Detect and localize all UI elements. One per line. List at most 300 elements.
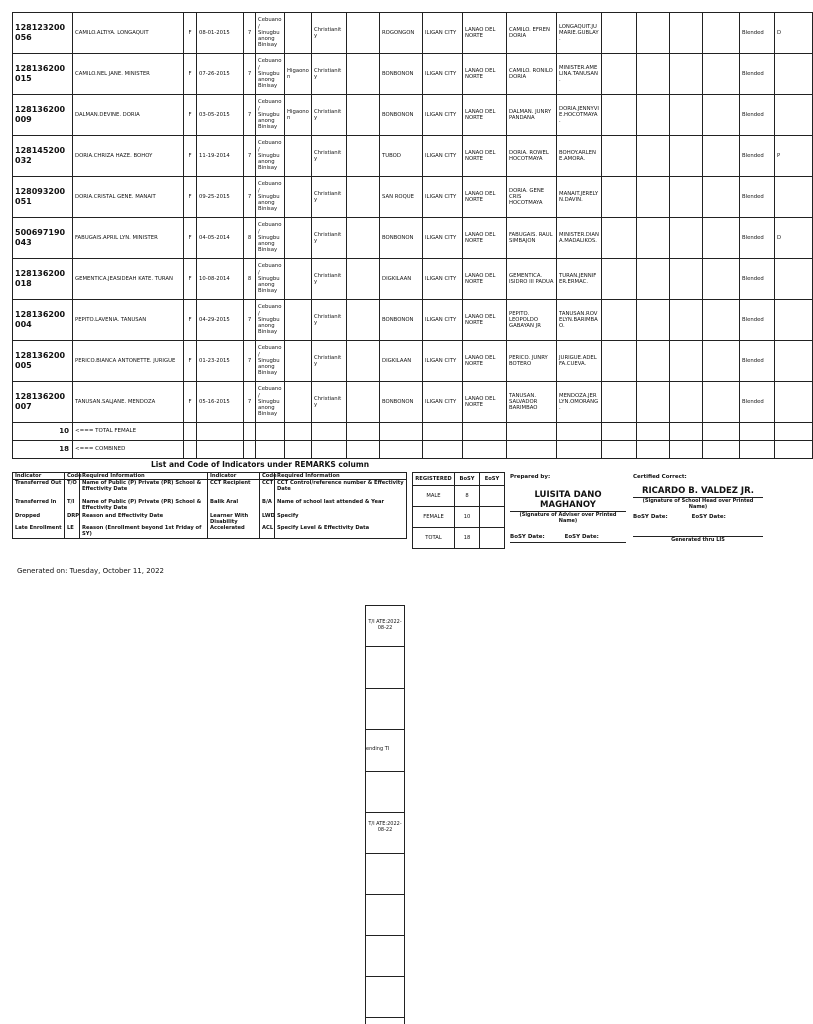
- learning-modality: Blended: [740, 300, 775, 341]
- summary-count: 10: [13, 423, 73, 441]
- remarks-fragment-column: [365, 605, 405, 1024]
- lrn: 128136200018: [13, 259, 73, 300]
- relationship: [637, 341, 670, 382]
- mother-tongue: Cebuano / Sinugbuanong Binisay: [256, 136, 285, 177]
- contact-number: [670, 300, 703, 341]
- province: LANAO DEL NORTE: [463, 95, 507, 136]
- blank-cell: [347, 441, 380, 459]
- barangay: BONBONON: [380, 300, 423, 341]
- prepared-by-block: [510, 472, 626, 550]
- province: LANAO DEL NORTE: [463, 136, 507, 177]
- age-cell: 7: [244, 382, 256, 423]
- province: LANAO DEL NORTE: [463, 259, 507, 300]
- learner-name: DALMAN.DEVINE. DORIA: [73, 95, 184, 136]
- mother-tongue: Cebuano / Sinugbuanong Binisay: [256, 54, 285, 95]
- guardian-name: [602, 218, 637, 259]
- learner-row: [13, 300, 813, 341]
- totals-table: [412, 472, 505, 549]
- sex-cell: F: [184, 13, 197, 54]
- learner-name: PERICO.BIANCA ANTONETTE. JURIGUE: [73, 341, 184, 382]
- barangay: TUBOD: [380, 136, 423, 177]
- blank-cell: [637, 441, 670, 459]
- certified-bosy-date: BoSY Date:: [633, 514, 668, 520]
- mother-tongue: Cebuano / Sinugbuanong Binisay: [256, 300, 285, 341]
- guardian-name: [602, 136, 637, 177]
- mother-name: MENDOZA.JERLYN.OMORANG.: [557, 382, 602, 423]
- learner-name: CAMILO.ALTIYA. LONGAQUIT: [73, 13, 184, 54]
- totals-eosy: [480, 486, 505, 507]
- remarks: [775, 382, 813, 423]
- learner-name: DORIA.CHRIZA HAZE. BOHOY: [73, 136, 184, 177]
- remarks: [775, 300, 813, 341]
- sex-cell: F: [184, 341, 197, 382]
- religion: Christianity: [312, 341, 347, 382]
- barangay: BONBONON: [380, 54, 423, 95]
- blank-cell: [184, 441, 197, 459]
- totals-bosy: 8: [455, 486, 480, 507]
- indicator-info: Name of Public (P) Private (PR) School & Effectivity Date: [80, 499, 208, 513]
- relationship: [637, 54, 670, 95]
- indicator-info: Reason (Enrollment beyond 1st Friday of SY): [80, 525, 208, 539]
- totals-bosy: 10: [455, 507, 480, 528]
- guardian-name: [602, 95, 637, 136]
- province: LANAO DEL NORTE: [463, 300, 507, 341]
- mother-name: TURAN.JENNIFER.ERMAC.: [557, 259, 602, 300]
- lrn: 128136200015: [13, 54, 73, 95]
- indicator-code: LWD: [260, 513, 275, 525]
- bosy-header: BoSY: [455, 473, 480, 486]
- blank-cell: [703, 441, 740, 459]
- mother-name: JURIGUE.ADELFA.CUEVA.: [557, 341, 602, 382]
- father-name: DORIA. GENE CRIS HOCOTMAYA: [507, 177, 557, 218]
- indicator-info: CCT Control/reference number & Effectivity Date: [277, 480, 404, 492]
- province: LANAO DEL NORTE: [463, 13, 507, 54]
- lrn: 128123200056: [13, 13, 73, 54]
- totals-eosy: [480, 528, 505, 549]
- indicator-name: Dropped: [13, 513, 65, 525]
- remark-fragment-1: T/I ATE:2022-08-22: [368, 619, 402, 631]
- blank-cell: [463, 441, 507, 459]
- mother-name: BOHOY.ARLENE.AMORA.: [557, 136, 602, 177]
- blank-cell: [380, 441, 423, 459]
- blank-cell: [703, 177, 740, 218]
- blank-cell: [312, 423, 347, 441]
- age-cell: 7: [244, 300, 256, 341]
- religion: Christianity: [312, 300, 347, 341]
- totals-eosy: [480, 507, 505, 528]
- house-no: [347, 54, 380, 95]
- code-header: Code: [260, 473, 275, 480]
- blank-cell: [703, 341, 740, 382]
- blank-cell: [423, 423, 463, 441]
- relationship: [637, 259, 670, 300]
- municipality: ILIGAN CITY: [423, 382, 463, 423]
- learning-modality: Blended: [740, 136, 775, 177]
- learner-row: [13, 341, 813, 382]
- house-no: [347, 341, 380, 382]
- learner-row: [13, 177, 813, 218]
- municipality: ILIGAN CITY: [423, 13, 463, 54]
- summary-count: 18: [13, 441, 73, 459]
- totals-label: MALE: [413, 486, 455, 507]
- province: LANAO DEL NORTE: [463, 382, 507, 423]
- indicator-info: Specify: [277, 512, 299, 519]
- birth-date: 10-08-2014: [197, 259, 244, 300]
- contact-number: [670, 218, 703, 259]
- father-name: FABUGAIS. RAUL SIMBAJON: [507, 218, 557, 259]
- blank-cell: [703, 13, 740, 54]
- indicator-info: Name of school last attended & Year: [277, 498, 385, 505]
- remarks: D: [775, 218, 813, 259]
- blank-cell: [775, 441, 813, 459]
- school-head-name: RICARDO B. VALDEZ JR.: [641, 486, 755, 496]
- relationship: [637, 218, 670, 259]
- indicator-info: Specify Level & Effectivity Data: [277, 524, 370, 531]
- totals-bosy: 18: [455, 528, 480, 549]
- ethnic-group: Higaonon: [285, 54, 312, 95]
- indicator-name: Late Enrollment: [13, 525, 65, 539]
- father-name: CAMILO. EFREN DORIA: [507, 13, 557, 54]
- required-header: Required Information: [80, 473, 208, 480]
- blank-cell: [670, 423, 703, 441]
- school-head-caption: (Signature of School Head over Printed Name): [633, 497, 763, 510]
- barangay: BONBONON: [380, 218, 423, 259]
- indicator-info: Reason and Effectivity Date: [80, 513, 208, 525]
- province: LANAO DEL NORTE: [463, 177, 507, 218]
- blank-cell: [703, 218, 740, 259]
- barangay: BONBONON: [380, 95, 423, 136]
- lrn: 128136200007: [13, 382, 73, 423]
- indicator-name: Learner With Disability: [208, 513, 260, 525]
- house-no: [347, 13, 380, 54]
- blank-cell: [703, 136, 740, 177]
- municipality: ILIGAN CITY: [423, 95, 463, 136]
- age-cell: 7: [244, 95, 256, 136]
- house-no: [347, 95, 380, 136]
- mother-tongue: Cebuano / Sinugbuanong Binisay: [256, 13, 285, 54]
- guardian-name: [602, 54, 637, 95]
- blank-cell: [244, 423, 256, 441]
- province: LANAO DEL NORTE: [463, 218, 507, 259]
- age-cell: 7: [244, 136, 256, 177]
- blank-cell: [557, 423, 602, 441]
- blank-cell: [703, 382, 740, 423]
- blank-cell: [775, 423, 813, 441]
- religion: Christianity: [312, 382, 347, 423]
- remark-fragment-3: T/I ATE:2022-08-22: [368, 821, 402, 833]
- mother-tongue: Cebuano / Sinugbuanong Binisay: [256, 259, 285, 300]
- guardian-name: [602, 177, 637, 218]
- learner-table: [12, 12, 813, 459]
- blank-cell: [703, 54, 740, 95]
- learner-name: PEPITO.LAVENIA. TANUSAN: [73, 300, 184, 341]
- learning-modality: Blended: [740, 54, 775, 95]
- required-header: Required Information: [275, 473, 407, 480]
- blank-cell: [285, 441, 312, 459]
- relationship: [637, 382, 670, 423]
- summary-label: <=== TOTAL FEMALE: [73, 423, 184, 441]
- learning-modality: Blended: [740, 341, 775, 382]
- ethnic-group: Higaonon: [285, 95, 312, 136]
- guardian-name: [602, 341, 637, 382]
- blank-cell: [507, 441, 557, 459]
- ethnic-group: [285, 177, 312, 218]
- birth-date: 07-26-2015: [197, 54, 244, 95]
- learner-row: [13, 13, 813, 54]
- blank-cell: [602, 441, 637, 459]
- birth-date: 08-01-2015: [197, 13, 244, 54]
- barangay: ROGONGON: [380, 13, 423, 54]
- relationship: [637, 13, 670, 54]
- indicator-name: Accelerated: [208, 525, 260, 539]
- religion: Christianity: [312, 136, 347, 177]
- remark-fragment-2: ending TI: [366, 746, 390, 752]
- learner-name: FABUGAIS.APRIL LYN. MINISTER: [73, 218, 184, 259]
- province: LANAO DEL NORTE: [463, 341, 507, 382]
- learner-name: CAMILO.NEL JANE. MINISTER: [73, 54, 184, 95]
- mother-tongue: Cebuano / Sinugbuanong Binisay: [256, 177, 285, 218]
- province: LANAO DEL NORTE: [463, 54, 507, 95]
- guardian-name: [602, 300, 637, 341]
- contact-number: [670, 136, 703, 177]
- totals-label: FEMALE: [413, 507, 455, 528]
- registered-header: REGISTERED: [413, 473, 455, 486]
- blank-cell: [184, 423, 197, 441]
- blank-cell: [602, 423, 637, 441]
- ethnic-group: [285, 136, 312, 177]
- learning-modality: Blended: [740, 218, 775, 259]
- indicator-code: DRP: [65, 513, 80, 525]
- religion: Christianity: [312, 95, 347, 136]
- sex-cell: F: [184, 136, 197, 177]
- municipality: ILIGAN CITY: [423, 218, 463, 259]
- certified-label: Certified Correct:: [633, 474, 687, 480]
- adviser-caption: (Signature of Adviser over Printed Name): [510, 511, 626, 524]
- generated-thru: Generated thru LIS: [671, 537, 725, 543]
- remarks: [775, 177, 813, 218]
- contact-number: [670, 177, 703, 218]
- age-cell: 8: [244, 218, 256, 259]
- remarks: P: [775, 136, 813, 177]
- learning-modality: Blended: [740, 95, 775, 136]
- relationship: [637, 177, 670, 218]
- municipality: ILIGAN CITY: [423, 259, 463, 300]
- blank-cell: [347, 423, 380, 441]
- contact-number: [670, 95, 703, 136]
- birth-date: 05-16-2015: [197, 382, 244, 423]
- barangay: DIGKILAAN: [380, 259, 423, 300]
- contact-number: [670, 13, 703, 54]
- prepared-eosy-date: EoSY Date:: [564, 534, 599, 540]
- learner-row: [13, 54, 813, 95]
- sex-cell: F: [184, 382, 197, 423]
- indicator-header: Indicator: [13, 473, 65, 480]
- birth-date: 03-05-2015: [197, 95, 244, 136]
- sex-cell: F: [184, 95, 197, 136]
- contact-number: [670, 259, 703, 300]
- blank-cell: [557, 441, 602, 459]
- indicator-name: Transferred Out: [13, 480, 65, 499]
- blank-cell: [285, 423, 312, 441]
- learner-name: TANUSAN.SALJANE. MENDOZA: [73, 382, 184, 423]
- blank-cell: [463, 423, 507, 441]
- blank-cell: [507, 423, 557, 441]
- indicator-header: Indicator: [208, 473, 260, 480]
- birth-date: 11-19-2014: [197, 136, 244, 177]
- blank-cell: [703, 259, 740, 300]
- indicators-table: [12, 472, 407, 539]
- learner-row: [13, 95, 813, 136]
- sex-cell: F: [184, 218, 197, 259]
- combined-total-row: [13, 441, 813, 459]
- mother-tongue: Cebuano / Sinugbuanong Binisay: [256, 95, 285, 136]
- ethnic-group: [285, 382, 312, 423]
- age-cell: 8: [244, 259, 256, 300]
- ethnic-group: [285, 259, 312, 300]
- house-no: [347, 218, 380, 259]
- guardian-name: [602, 13, 637, 54]
- municipality: ILIGAN CITY: [423, 136, 463, 177]
- indicator-code: T/I: [65, 499, 80, 513]
- house-no: [347, 259, 380, 300]
- sex-cell: F: [184, 54, 197, 95]
- indicator-name: CCT Recipient: [208, 480, 260, 499]
- lrn: 128136200004: [13, 300, 73, 341]
- mother-name: MINISTER.DIANA.MADALIKOS.: [557, 218, 602, 259]
- blank-cell: [703, 95, 740, 136]
- house-no: [347, 136, 380, 177]
- birth-date: 01-23-2015: [197, 341, 244, 382]
- sex-cell: F: [184, 300, 197, 341]
- prepared-by-label: Prepared by:: [510, 474, 551, 480]
- mother-tongue: Cebuano / Sinugbuanong Binisay: [256, 382, 285, 423]
- indicator-code: ACL: [260, 525, 275, 539]
- learner-row: [13, 259, 813, 300]
- religion: Christianity: [312, 54, 347, 95]
- house-no: [347, 382, 380, 423]
- blank-cell: [670, 441, 703, 459]
- birth-date: 09-25-2015: [197, 177, 244, 218]
- remarks: [775, 259, 813, 300]
- summary-label: <=== COMBINED: [73, 441, 184, 459]
- barangay: DIGKILAAN: [380, 341, 423, 382]
- blank-cell: [256, 423, 285, 441]
- municipality: ILIGAN CITY: [423, 177, 463, 218]
- indicator-code: T/O: [65, 480, 80, 499]
- religion: Christianity: [312, 218, 347, 259]
- house-no: [347, 177, 380, 218]
- lrn: 128145200032: [13, 136, 73, 177]
- father-name: DALMAN. JUNRY PANDANA: [507, 95, 557, 136]
- eosy-header: EoSY: [480, 473, 505, 486]
- blank-cell: [423, 441, 463, 459]
- contact-number: [670, 54, 703, 95]
- learning-modality: Blended: [740, 259, 775, 300]
- guardian-name: [602, 259, 637, 300]
- remarks: [775, 341, 813, 382]
- learning-modality: Blended: [740, 13, 775, 54]
- relationship: [637, 95, 670, 136]
- birth-date: 04-29-2015: [197, 300, 244, 341]
- indicators-title: List and Code of Indicators under REMARKS column: [150, 460, 370, 469]
- learning-modality: Blended: [740, 177, 775, 218]
- code-header: Code: [65, 473, 80, 480]
- ethnic-group: [285, 13, 312, 54]
- mother-tongue: Cebuano / Sinugbuanong Binisay: [256, 341, 285, 382]
- father-name: PERICO. JUNRY BOTERO: [507, 341, 557, 382]
- learning-modality: Blended: [740, 382, 775, 423]
- mother-name: DORIA.JENNYVIE.HOCOTMAYA.: [557, 95, 602, 136]
- age-cell: 7: [244, 54, 256, 95]
- lrn: 128136200009: [13, 95, 73, 136]
- religion: Christianity: [312, 259, 347, 300]
- barangay: SAN ROQUE: [380, 177, 423, 218]
- blank-cell: [256, 441, 285, 459]
- remarks: [775, 54, 813, 95]
- blank-cell: [244, 441, 256, 459]
- learner-row: [13, 218, 813, 259]
- ethnic-group: [285, 341, 312, 382]
- age-cell: 7: [244, 177, 256, 218]
- blank-cell: [740, 423, 775, 441]
- blank-cell: [703, 423, 740, 441]
- father-name: DORIA. ROWEL HOCOTMAYA: [507, 136, 557, 177]
- mother-tongue: Cebuano / Sinugbuanong Binisay: [256, 218, 285, 259]
- father-name: PEPITO. LEOPOLDO GABAYAN JR: [507, 300, 557, 341]
- guardian-name: [602, 382, 637, 423]
- indicator-name: Balik Aral: [208, 499, 260, 513]
- religion: Christianity: [312, 13, 347, 54]
- municipality: ILIGAN CITY: [423, 54, 463, 95]
- indicator-code: LE: [65, 525, 80, 539]
- municipality: ILIGAN CITY: [423, 300, 463, 341]
- remarks: [775, 95, 813, 136]
- lrn: 128093200051: [13, 177, 73, 218]
- indicator-code: CCT: [260, 480, 275, 499]
- learner-name: GEMENTICA.JEASIDEAH KATE. TURAN: [73, 259, 184, 300]
- sex-cell: F: [184, 259, 197, 300]
- father-name: GEMENTICA. ISIDRO III PADUA: [507, 259, 557, 300]
- indicator-code: B/A: [260, 499, 275, 513]
- birth-date: 04-05-2014: [197, 218, 244, 259]
- blank-cell: [740, 441, 775, 459]
- relationship: [637, 300, 670, 341]
- generated-on: Generated on: Tuesday, October 11, 2022: [17, 567, 165, 575]
- indicator-name: Transferred In: [13, 499, 65, 513]
- relationship: [637, 136, 670, 177]
- contact-number: [670, 341, 703, 382]
- blank-cell: [637, 423, 670, 441]
- certified-correct-block: [633, 472, 763, 562]
- age-cell: 7: [244, 341, 256, 382]
- age-cell: 7: [244, 13, 256, 54]
- lrn: 500697190043: [13, 218, 73, 259]
- contact-number: [670, 382, 703, 423]
- learner-row: [13, 136, 813, 177]
- blank-cell: [312, 441, 347, 459]
- learner-row: [13, 382, 813, 423]
- blank-cell: [197, 441, 244, 459]
- certified-eosy-date: EoSY Date:: [691, 514, 726, 520]
- ethnic-group: [285, 218, 312, 259]
- mother-name: MINISTER.AMELINA.TANUSAN.: [557, 54, 602, 95]
- adviser-name: LUISITA DANO MAGHANOY: [534, 490, 602, 510]
- lrn: 128136200005: [13, 341, 73, 382]
- prepared-bosy-date: BoSY Date:: [510, 534, 545, 540]
- sex-cell: F: [184, 177, 197, 218]
- house-no: [347, 300, 380, 341]
- mother-name: LONGAQUIT.JUMARIE.GUBLAY.: [557, 13, 602, 54]
